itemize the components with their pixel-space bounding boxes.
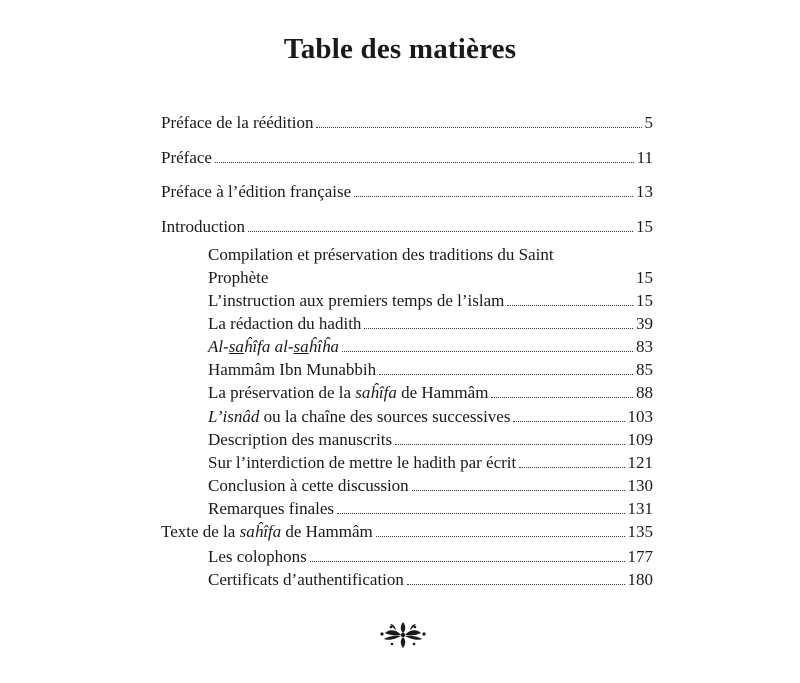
toc-entry-texte bbox=[161, 520, 653, 543]
toc-label: Préface à l’édition française bbox=[161, 182, 352, 202]
leader-dots bbox=[376, 536, 625, 537]
toc-entry-preface-reedition bbox=[161, 111, 653, 134]
leader-dots bbox=[337, 513, 624, 514]
toc-entry-redaction bbox=[161, 312, 653, 335]
toc-label: L’isnâd ou la chaîne des sources successives bbox=[208, 406, 511, 426]
toc-entry-interdiction bbox=[161, 451, 653, 474]
toc-label: Al-saĥîfa al-saĥîĥa bbox=[208, 337, 339, 357]
toc-entry-al-sahifa bbox=[161, 335, 653, 358]
toc-page-number: 39 bbox=[636, 314, 653, 334]
toc-page-number: 5 bbox=[644, 113, 653, 132]
toc-entry-introduction bbox=[161, 215, 653, 238]
toc-page-number: 15 bbox=[636, 267, 653, 287]
leader-dots bbox=[507, 305, 633, 306]
toc-label: La préservation de la saĥîfa de Hammâm bbox=[208, 383, 489, 403]
leader-dots bbox=[491, 397, 633, 398]
toc-entry-instruction bbox=[161, 289, 653, 312]
toc-label: Certificats d’authentification bbox=[208, 570, 404, 590]
toc-entry-preface-francaise bbox=[161, 180, 653, 203]
leader-dots bbox=[248, 231, 633, 232]
toc-page-number: 177 bbox=[627, 547, 653, 567]
leader-dots bbox=[412, 490, 625, 491]
floral-ornament-icon bbox=[378, 620, 428, 650]
toc-label: Conclusion à cette discussion bbox=[208, 475, 409, 495]
toc-label: Sur l’interdiction de mettre le hadith par écrit bbox=[208, 452, 517, 472]
toc-entry-compilation bbox=[161, 266, 653, 289]
toc-label: Texte de la saĥîfa de Hammâm bbox=[161, 522, 373, 541]
toc-label: Prophète bbox=[208, 267, 269, 287]
toc-page-number: 15 bbox=[636, 216, 653, 236]
leader-dots bbox=[316, 127, 641, 128]
toc-entry-preface bbox=[161, 146, 653, 169]
toc-entry-isnad bbox=[161, 405, 653, 428]
toc-label: Préface de la réédition bbox=[161, 113, 314, 132]
toc-entry-preservation bbox=[161, 381, 653, 404]
leader-dots bbox=[215, 162, 634, 163]
toc-entry-hammam bbox=[161, 358, 653, 381]
leader-dots bbox=[364, 328, 633, 329]
toc-page-number: 15 bbox=[636, 291, 653, 311]
page-title: Table des matières bbox=[283, 33, 517, 65]
table-of-contents bbox=[161, 111, 653, 591]
toc-entry-colophons bbox=[161, 545, 653, 568]
toc-label: Préface bbox=[161, 147, 212, 167]
toc-page-number: 88 bbox=[636, 383, 653, 403]
leader-dots bbox=[310, 561, 625, 562]
toc-entry-conclusion bbox=[161, 474, 653, 497]
toc-page-number: 180 bbox=[627, 570, 653, 590]
toc-label: Les colophons bbox=[208, 547, 307, 567]
toc-entry-description bbox=[161, 428, 653, 451]
toc-page-number: 11 bbox=[636, 147, 653, 167]
toc-label: La rédaction du hadith bbox=[208, 314, 362, 334]
toc-page-number: 109 bbox=[627, 429, 653, 449]
toc-page-number: 135 bbox=[627, 522, 653, 541]
toc-page-number: 130 bbox=[627, 475, 653, 495]
toc-label: Remarques finales bbox=[208, 498, 335, 518]
leader-dots bbox=[379, 374, 633, 375]
toc-page-number: 85 bbox=[636, 360, 653, 380]
toc-label: Description des manuscrits bbox=[208, 429, 393, 449]
toc-label: Introduction bbox=[161, 216, 246, 236]
leader-dots bbox=[513, 421, 624, 422]
toc-label: L’instruction aux premiers temps de l’islam bbox=[208, 291, 505, 311]
toc-entry-certificats bbox=[161, 568, 653, 591]
toc-page-number: 103 bbox=[627, 406, 653, 426]
toc-label: Hammâm Ibn Munabbih bbox=[208, 360, 377, 380]
leader-dots bbox=[271, 282, 633, 283]
toc-page-number: 13 bbox=[636, 182, 653, 202]
toc-page-number: 131 bbox=[627, 498, 653, 518]
leader-dots bbox=[395, 444, 624, 445]
toc-page-number: 83 bbox=[636, 337, 653, 357]
toc-page-number: 121 bbox=[627, 452, 653, 472]
leader-dots bbox=[342, 351, 633, 352]
leader-dots bbox=[519, 467, 624, 468]
toc-entry-remarques bbox=[161, 497, 653, 520]
toc-label-line: Compilation et préservation des traditions du Saint bbox=[208, 244, 554, 264]
leader-dots bbox=[407, 584, 625, 585]
leader-dots bbox=[354, 196, 633, 197]
